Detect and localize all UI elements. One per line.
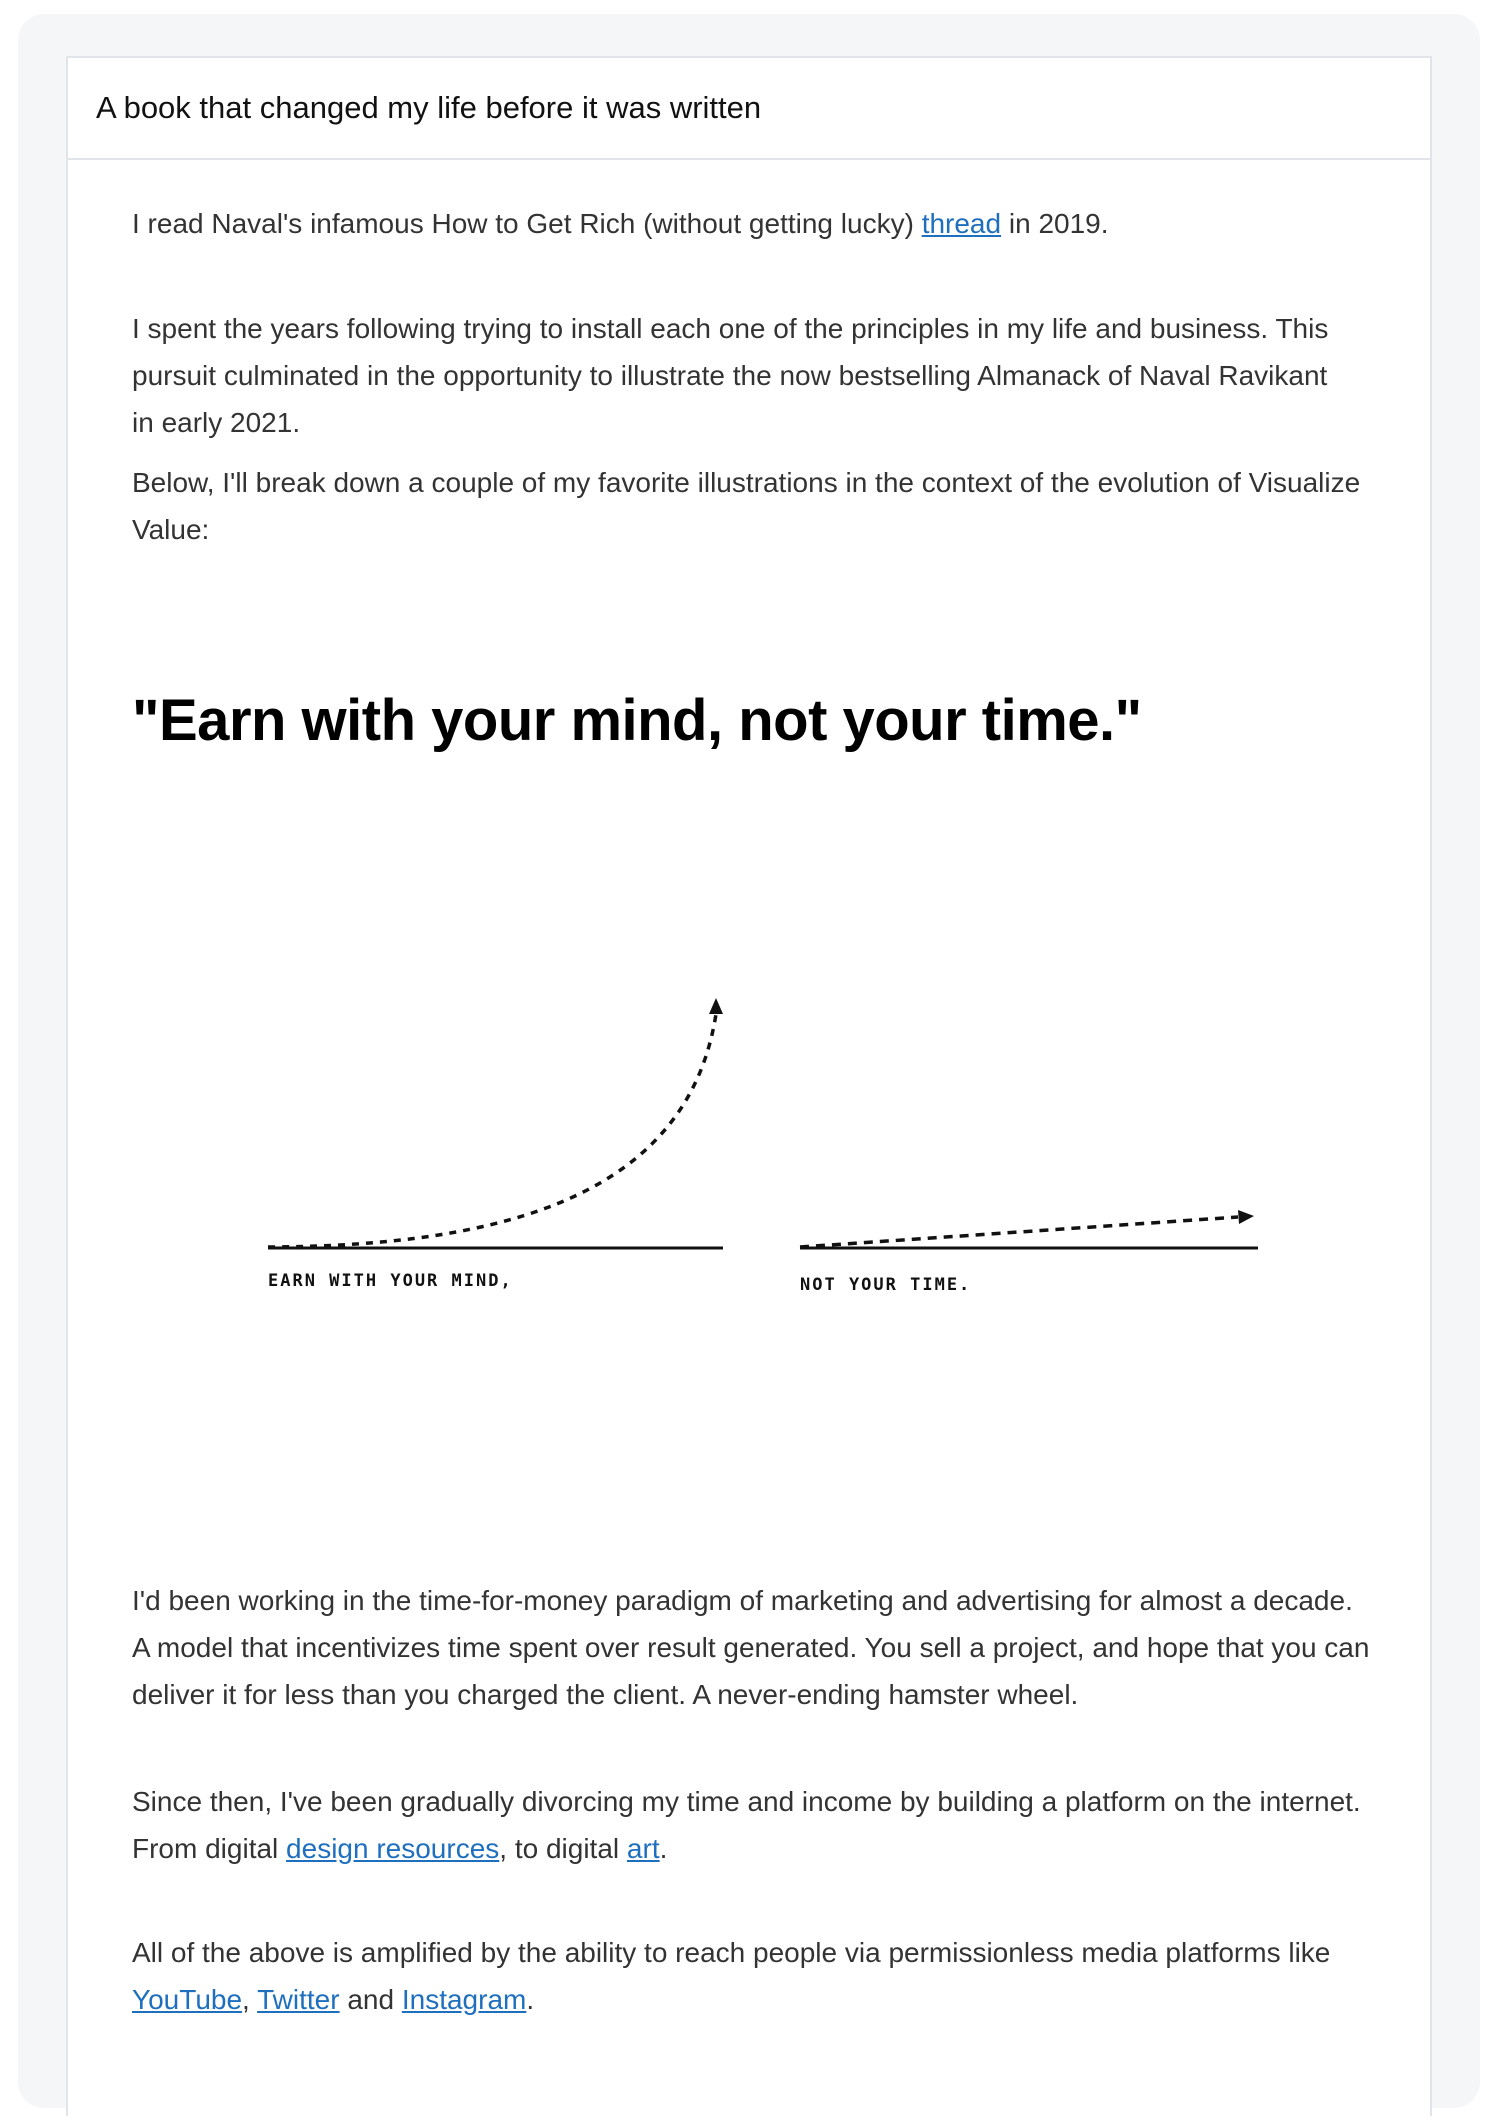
p5-text: Since then, I've been gradually divorcing my time and income by building a platform on the internet. From digital: [132, 1786, 1361, 1864]
pull-quote: "Earn with your mind, not your time.": [132, 688, 1142, 753]
intro-paragraph-3: Below, I'll break down a couple of my favorite illustrations in the context of the evolution of Visualize Value:: [132, 467, 1361, 545]
p6-sep-1: ,: [242, 1984, 258, 2015]
intro-text: I read Naval's infamous How to Get Rich (without getting lucky): [132, 208, 922, 239]
twitter-link[interactable]: Twitter: [257, 1984, 340, 2015]
card-header: [68, 58, 1430, 160]
art-link[interactable]: art: [626, 1833, 660, 1864]
intro-paragraph-2: I spent the years following trying to install each one of the principles in my life and business. This pursuit culminated in the opportunity to illustrate the now bestselling Almanack of Naval Ravikant in early 2021.: [132, 313, 1329, 438]
body-paragraph-4: I'd been working in the time-for-money paradigm of marketing and advertising for almost a decade. A model that incentivizes time spent over result generated. You sell a project, and hope that you can deliver it for less than you charged the client. A never-ending hamster wheel.: [132, 1585, 1370, 1710]
p5-text-mid: , to digital: [499, 1833, 627, 1864]
body-paragraph-5: [132, 1778, 1372, 1872]
p6-text-end: .: [526, 1984, 535, 2015]
p6-sep-2: and: [339, 1984, 402, 2015]
intro-text-end: in 2019.: [1001, 208, 1109, 239]
exponential-curve: [268, 1014, 716, 1247]
p6-text: All of the above is amplified by the ability to reach people via permissionless media platforms like: [132, 1937, 1331, 1968]
p5-text-end: .: [659, 1833, 668, 1864]
thread-link[interactable]: thread: [921, 208, 1002, 239]
article-title: A book that changed my life before it was written: [96, 90, 762, 125]
body-paragraph-6: [132, 1929, 1372, 2023]
right-arrowhead: [1238, 1210, 1254, 1224]
intro-paragraph-1: [132, 200, 1372, 247]
instagram-link[interactable]: Instagram: [401, 1984, 527, 2015]
left-label: EARN WITH YOUR MIND,: [268, 1271, 513, 1291]
page-frame: [18, 14, 1480, 2108]
youtube-link[interactable]: YouTube: [132, 1984, 243, 2015]
linear-line: [800, 1217, 1238, 1247]
earn-with-mind-illustration: [248, 984, 1298, 1334]
up-arrowhead: [709, 998, 723, 1014]
right-label: NOT YOUR TIME.: [800, 1275, 972, 1295]
design-resources-link[interactable]: design resources: [286, 1833, 500, 1864]
